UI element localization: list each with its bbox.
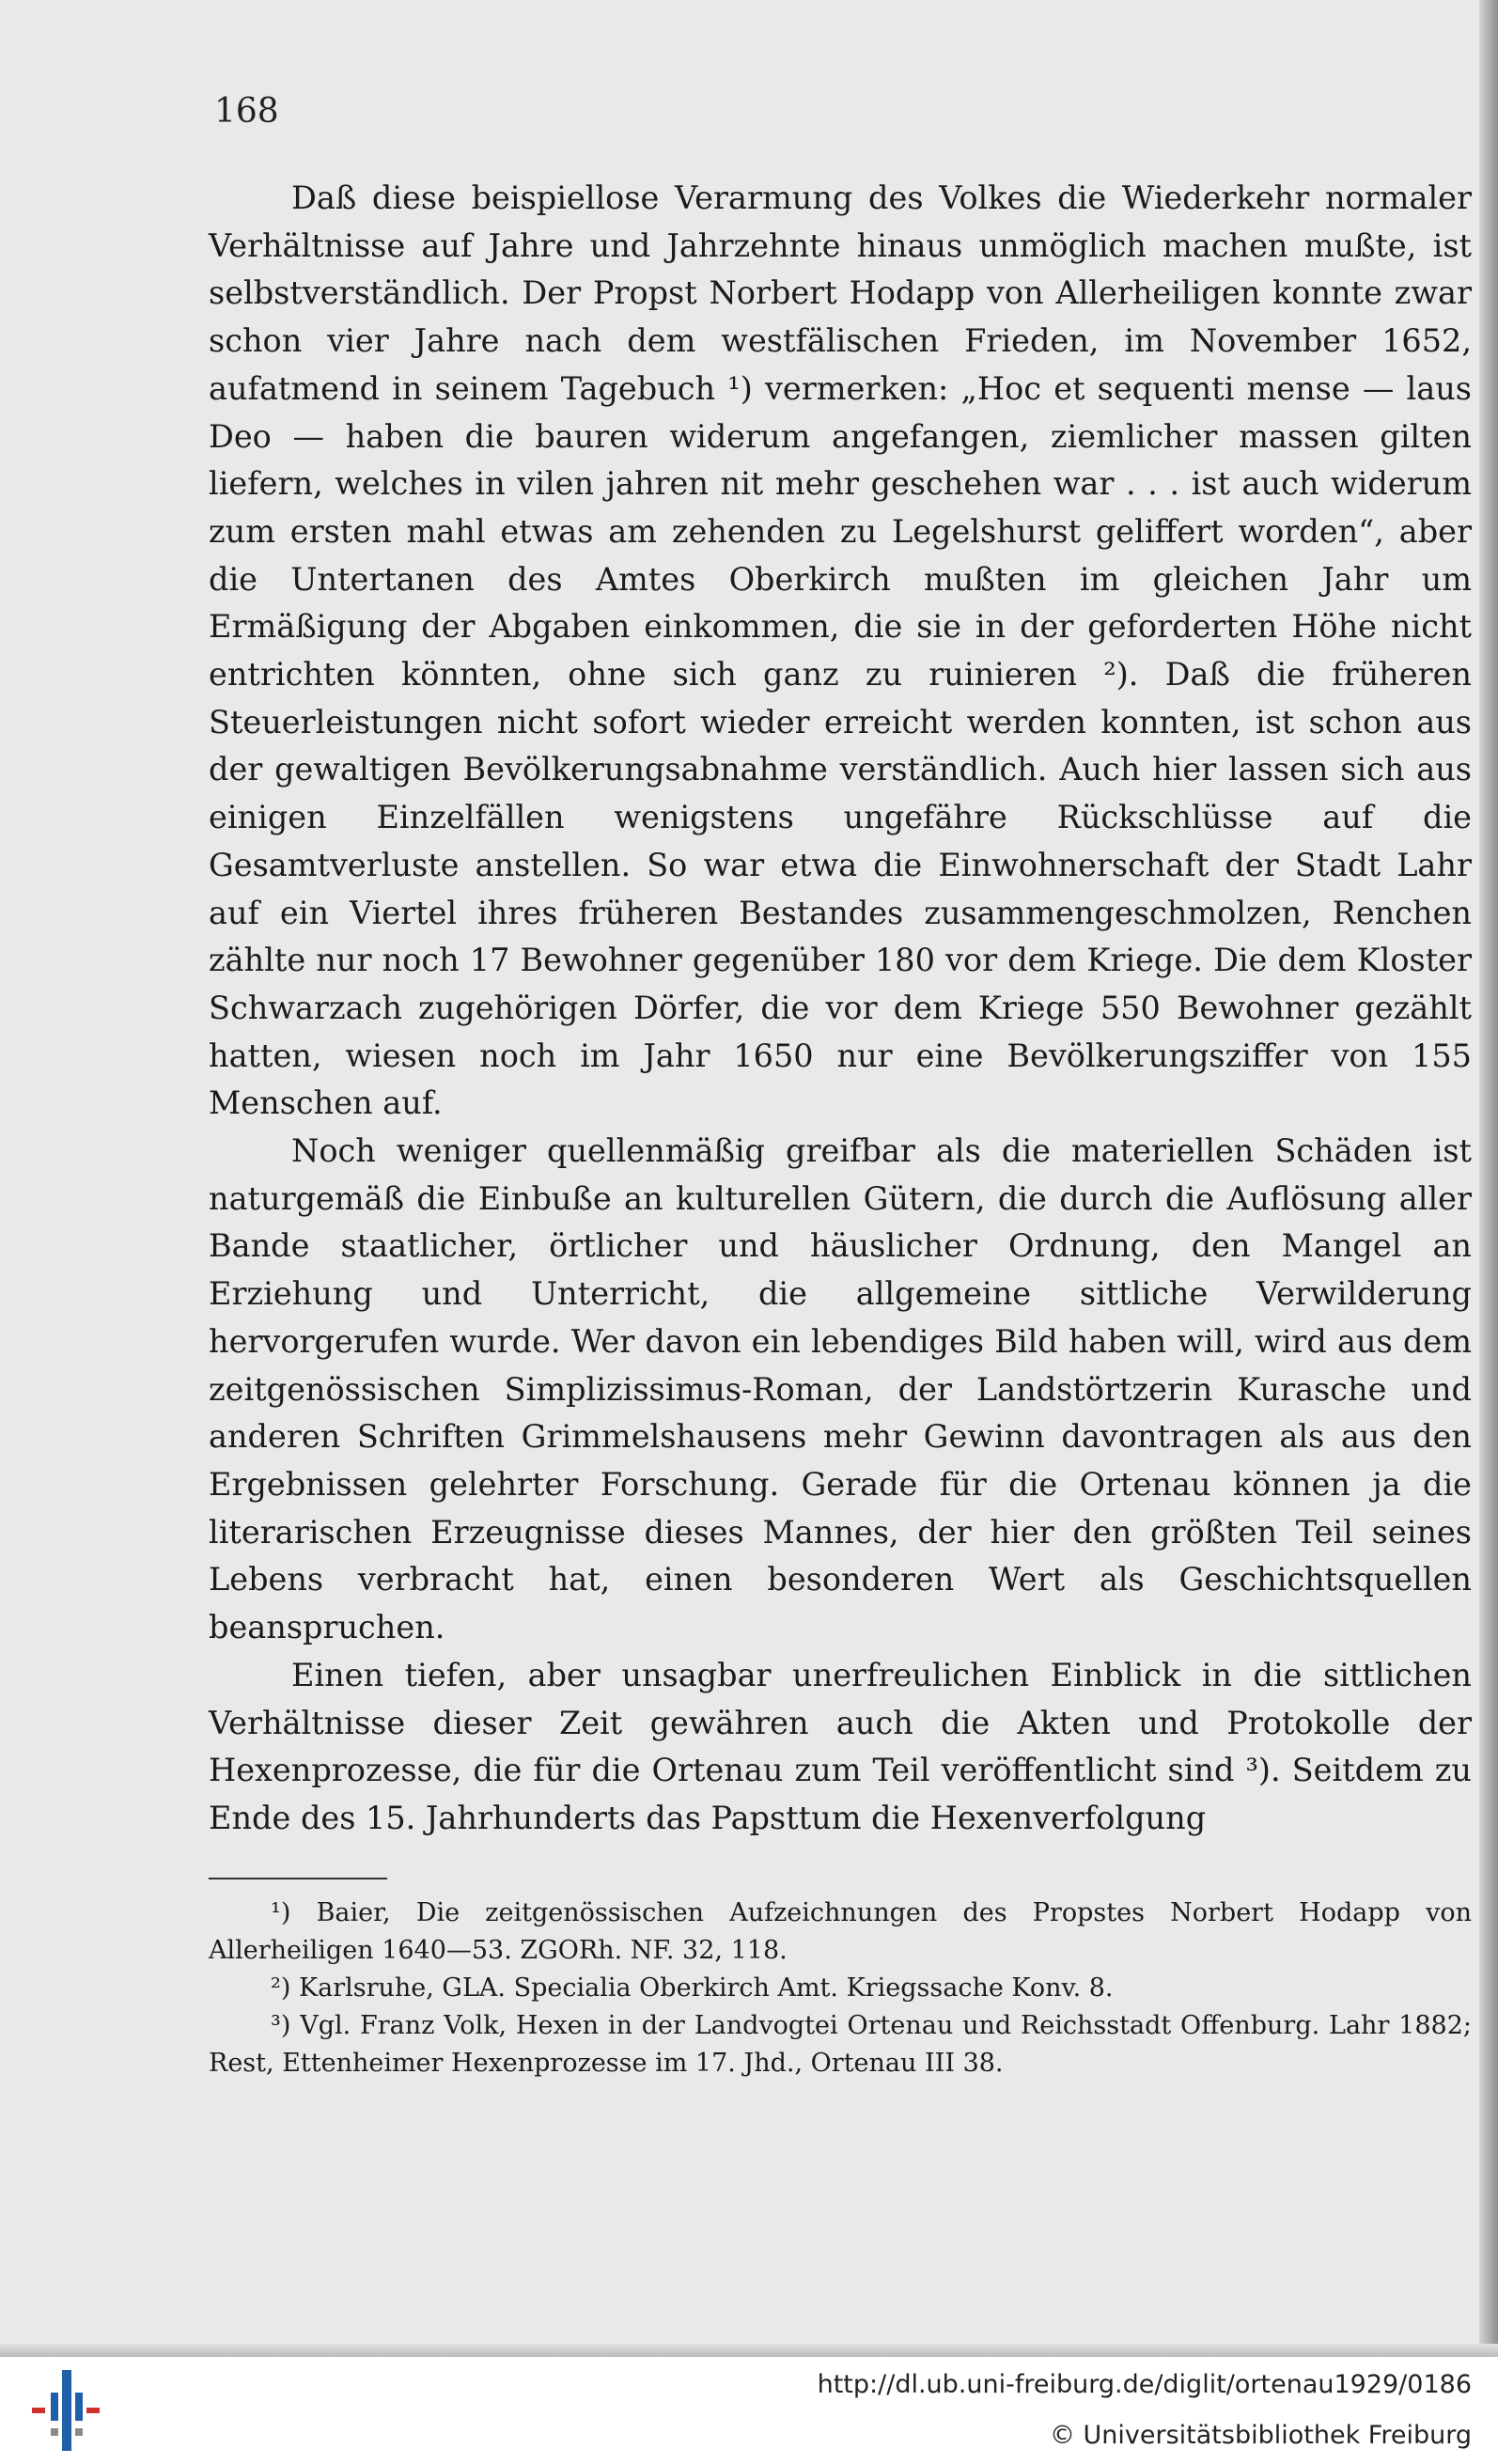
paragraph: Noch weniger quellenmäßig greifbar als die materiellen Schäden ist naturgemäß die Einbuße an kulturellen Gütern, die durch die Auflösung aller Bande staatlicher, örtlicher und häuslicher Ordnung, den Mangel an Erziehung und Unterricht, die allgemeine sittliche Verwilderung hervorgerufen wurde. Wer davon ein lebendiges Bild haben will, wird aus dem zeitgenössischen Simplizissimus-Roman, der Landstörtzerin Kurasche und anderen Schriften Grimmelshausens mehr Gewinn davontragen als aus den Ergebnissen gelehrter Forschung. Gerade für die Ortenau können ja die literarischen Erzeugnisse dieses Mannes, der hier den größten Teil seines Lebens verbracht hat, einen besonderen Wert als Geschichtsquellen beanspruchen. (209, 1132, 1472, 1646)
paragraph: Einen tiefen, aber unsagbar unerfreulichen Einblick in die sittlichen Verhältnisse dieser Zeit gewähren auch die Akten und Protokolle der Hexenprozesse, die für die Ortenau zum Teil veröffentlicht sind ³). Seitdem zu Ende des 15. Jahrhunderts das Papsttum die Hexenverfolgung (209, 1656, 1472, 1836)
footnotes (209, 1895, 1472, 2082)
footnote: ³) Vgl. Franz Volk, Hexen in der Landvogtei Ortenau und Reichsstadt Offenburg. Lahr 1882; Rest, Ettenheimer Hexenprozesse im 17. Jhd., Ortenau III 38. (209, 2011, 1472, 2078)
permalink-link[interactable]: http://dl.ub.uni-freiburg.de/diglit/ortenau1929/0186 (817, 2370, 1472, 2399)
footnote: ¹) Baier, Die zeitgenössischen Aufzeichnungen des Propstes Norbert Hodapp von Allerheiligen 1640—53. ZGORh. NF. 32, 118. (209, 1898, 1472, 1965)
page-edge-shadow (1479, 0, 1498, 2357)
page-bottom-edge (0, 2344, 1498, 2357)
page-number: 168 (214, 92, 279, 131)
paragraph: Daß diese beispiellose Verarmung des Volkes die Wiederkehr normaler Verhältnisse auf Jahre und Jahrzehnte hinaus unmöglich machen mußte, ist selbstverständlich. Der Propst Norbert Hodapp von Allerheiligen konnte zwar schon vier Jahre nach dem westfälischen Frieden, im November 1652, aufatmend in seinem Tagebuch ¹) vermerken: „Hoc et sequenti mense — laus Deo — haben die bauren widerum angefangen, ziemlicher massen gilten liefern, welches in vilen jahren nit mehr geschehen war . . . ist auch widerum zum ersten mahl etwas am zehenden zu Legelshurst geliffert worden“, aber die Untertanen des Amtes Oberkirch mußten im gleichen Jahr um Ermäßigung der Abgaben einkommen, die sie in der geforderten Höhe nicht entrichten könnten, ohne sich ganz zu ruinieren ²). Daß die früheren Steuerleistungen nicht sofort wieder erreicht werden konnten, ist schon aus der gewaltigen Bevölkerungsabnahme verständlich. Auch hier lassen sich aus einigen Einzelfällen wenigstens ungefähre Rückschlüsse auf die Gesamtverluste anstellen. So war etwa die Einwohnerschaft der Stadt Lahr auf ein Viertel ihres früheren Bestandes zusammengeschmolzen, Renchen zählte nur noch 17 Bewohner gegenüber 180 vor dem Kriege. Die dem Kloster Schwarzach zugehörigen Dörfer, die vor dem Kriege 550 Bewohner gezählt hatten, wiesen noch im Jahr 1650 nur eine Bevölkerungsziffer von 155 Menschen auf. (209, 179, 1472, 1122)
ub-freiburg-logo-icon[interactable] (28, 2363, 103, 2456)
footnote: ²) Karlsruhe, GLA. Specialia Oberkirch Amt. Kriegssache Konv. 8. (271, 1973, 1114, 2003)
copyright-notice: © Universitätsbibliothek Freiburg (1049, 2421, 1472, 2450)
body-text (209, 175, 1472, 1843)
footnote-separator (209, 1878, 387, 1879)
